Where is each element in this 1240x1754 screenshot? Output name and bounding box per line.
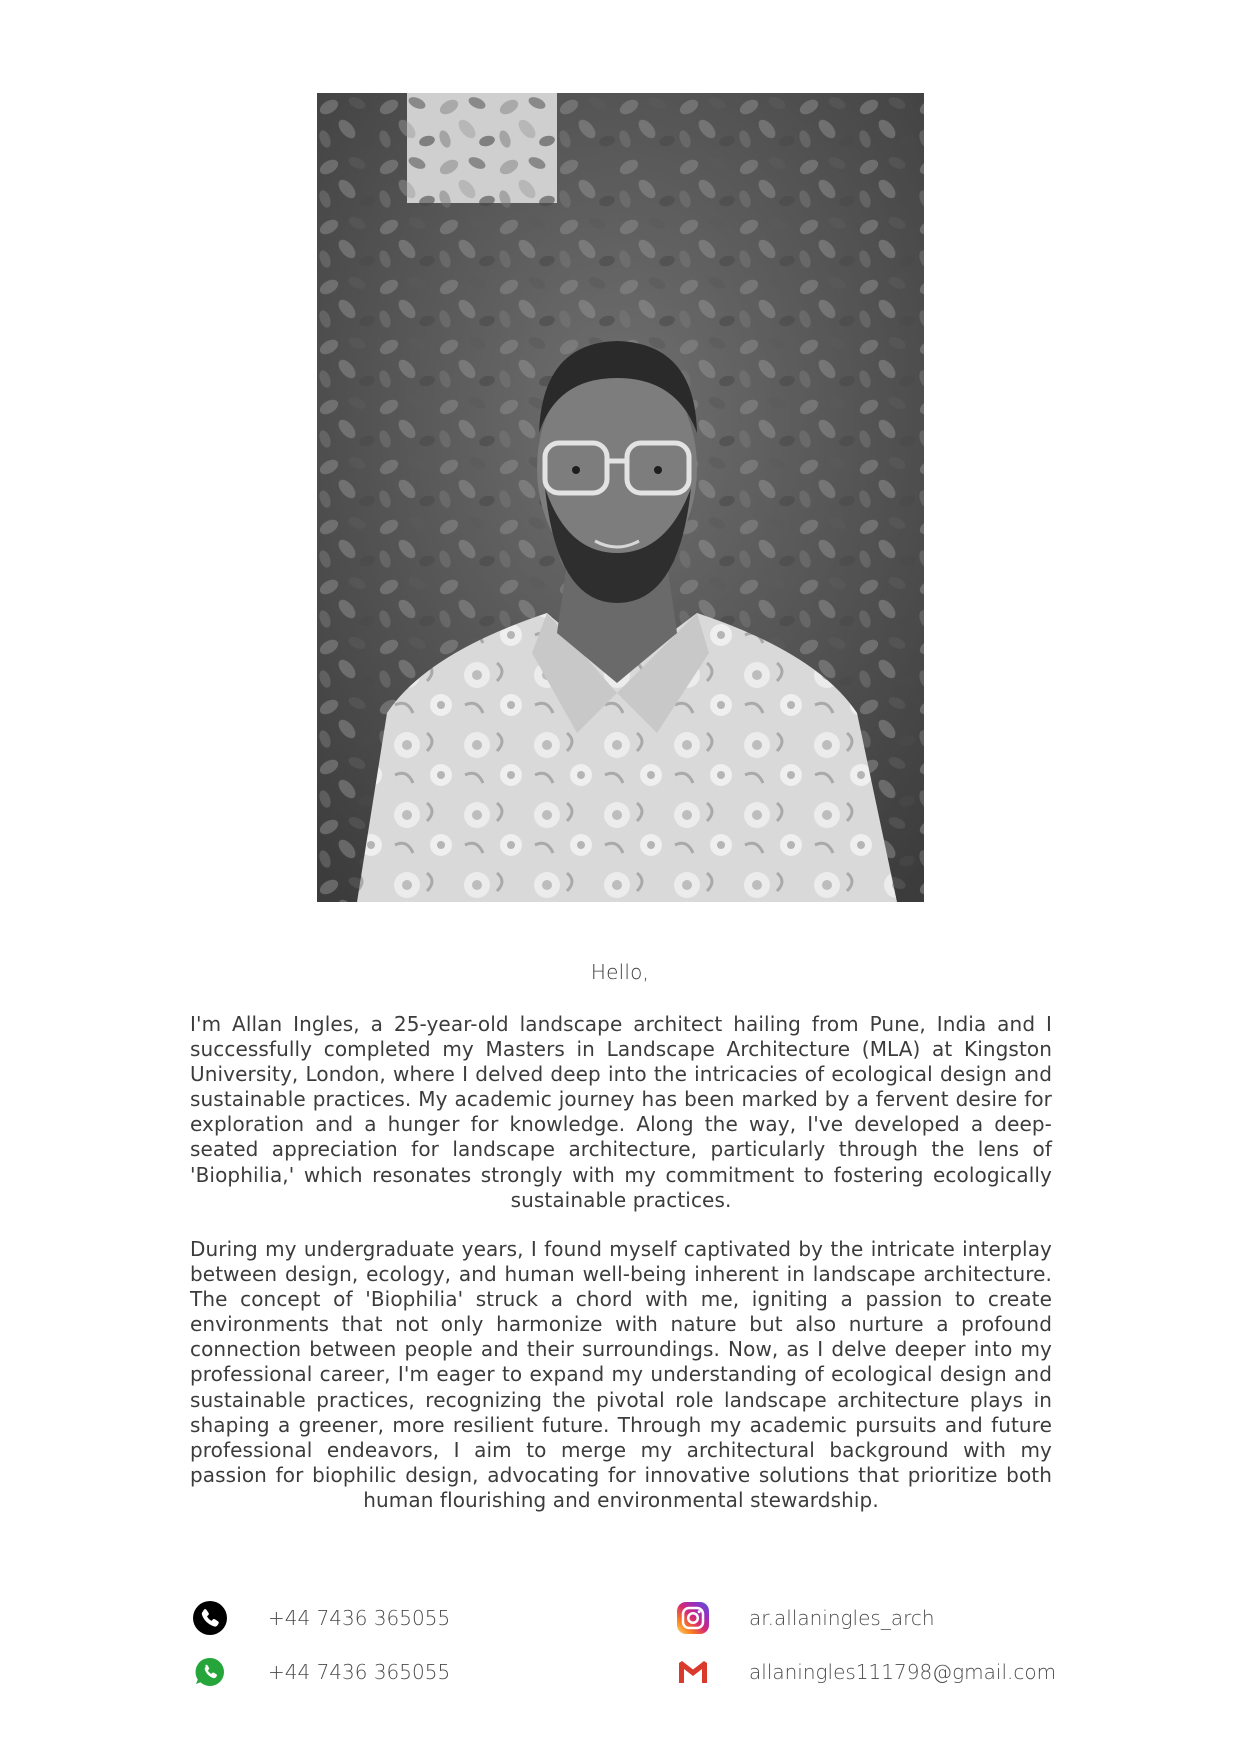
whatsapp-number: +44 7436 365055 (268, 1660, 451, 1684)
email-address: allaningles111798@gmail.com (749, 1660, 1057, 1684)
gmail-icon (676, 1655, 710, 1689)
bio-paragraph-1: I'm Allan Ingles, a 25-year-old landscape architect hailing from Pune, India and I successfully completed my Masters in Landscape Architecture (MLA) at Kingston University, London, where I delved deep into the intricacies of ecological design and sustainable practices. My academic journey has been marked by a fervent desire for exploration and a hunger for knowledge. Along the way, I've developed a deep-seated appreciation for landscape architecture, particularly through the lens of 'Biophilia,' which resonates strongly with my commitment to fostering ecologically sustainable practices. (190, 1012, 1052, 1212)
greeting: Hello, (590, 960, 650, 984)
portrait-illustration (317, 93, 924, 902)
instagram-icon (676, 1601, 710, 1635)
contact-whatsapp[interactable] (193, 1655, 450, 1689)
bio-paragraph-2: During my undergraduate years, I found myself captivated by the intricate interplay between design, ecology, and human well-being inherent in landscape architecture. The concept of 'Biophilia' struck a chord with me, igniting a passion to create environments that not only harmonize with nature but also nurture a profound connection between people and their surroundings. Now, as I delve deeper into my professional career, I'm eager to expand my understanding of ecological design and sustainable practices, recognizing the pivotal role landscape architecture plays in shaping a greener, more resilient future. Through my academic pursuits and future professional endeavors, I aim to merge my architectural background with my passion for biophilic design, advocating for innovative solutions that prioritize both human flourishing and environmental stewardship. (190, 1237, 1052, 1512)
phone-icon (193, 1601, 227, 1635)
contact-phone[interactable] (193, 1601, 450, 1635)
instagram-handle: ar.allaningles_arch (749, 1606, 935, 1630)
phone-number: +44 7436 365055 (268, 1606, 451, 1630)
whatsapp-icon (193, 1655, 227, 1689)
portrait-photo (317, 93, 924, 902)
contact-email[interactable] (676, 1655, 1056, 1689)
contact-instagram[interactable] (676, 1601, 935, 1635)
